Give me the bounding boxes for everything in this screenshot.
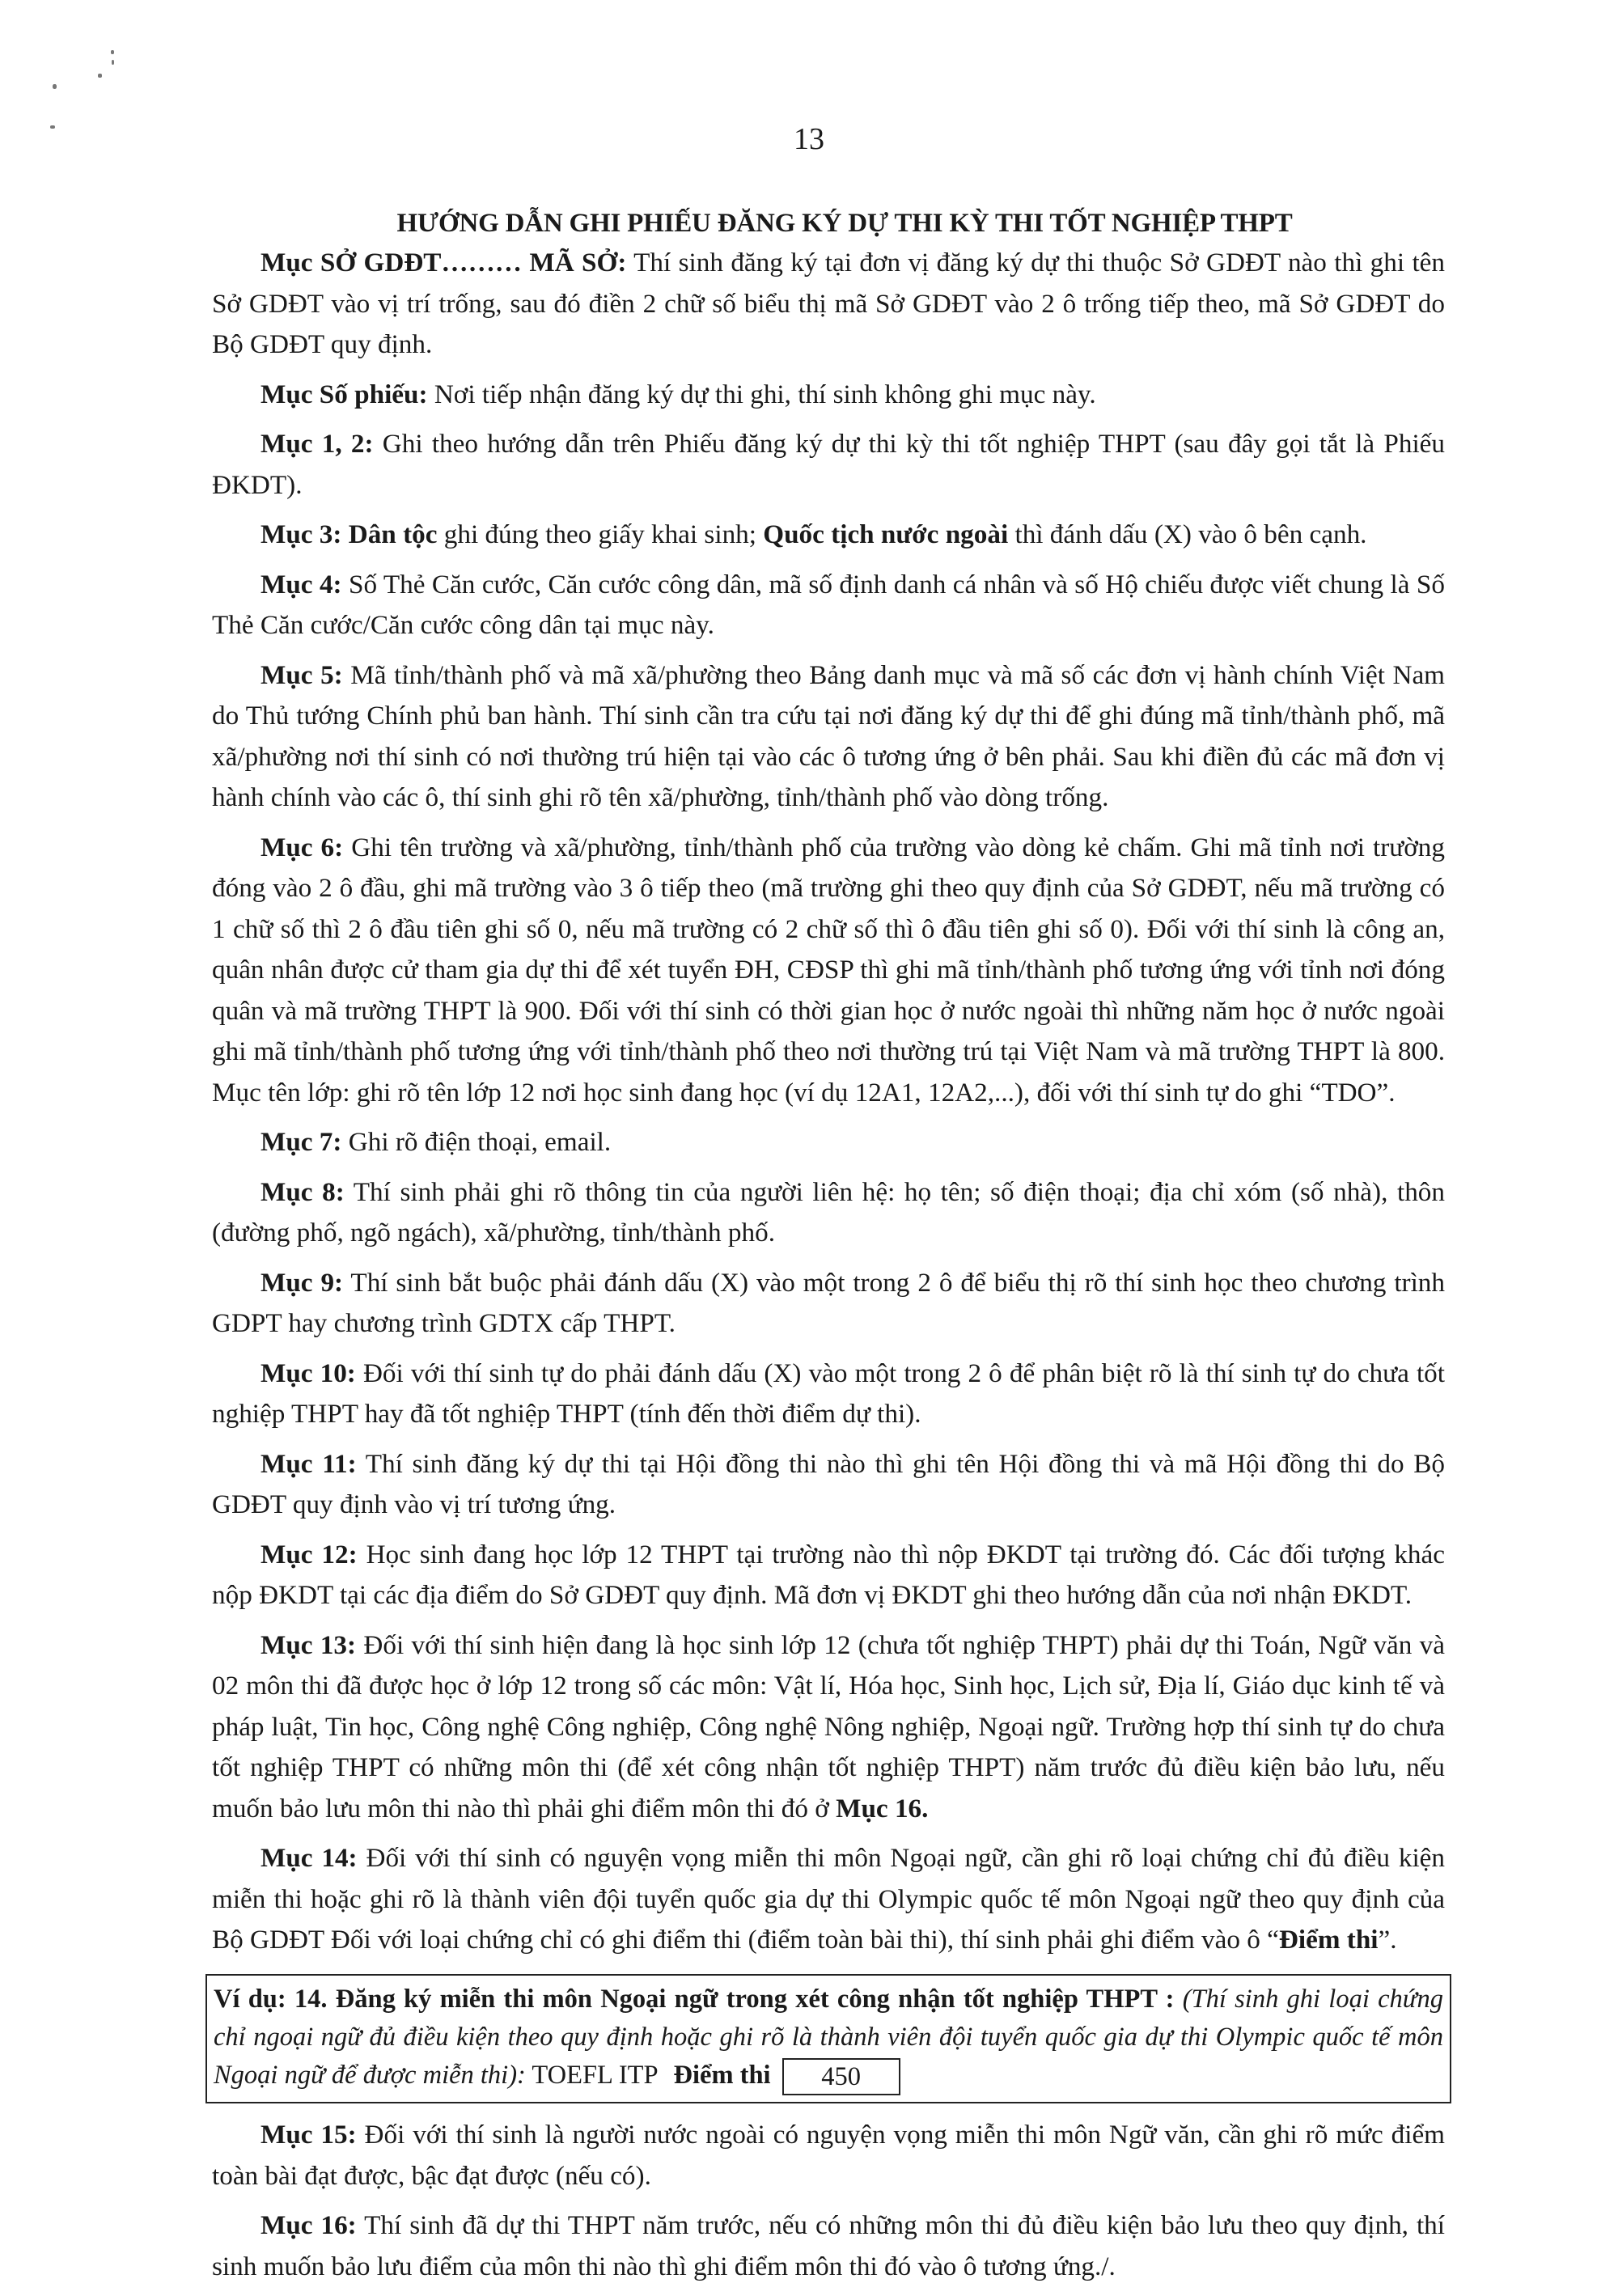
item-text: Đối với thí sinh tự do phải đánh dấu (X) vào một trong 2 ô để phân biệt rõ là thí sinh tự do chưa tốt nghiệp THPT hay đã tốt nghiệp THPT (tính đến thời điểm dự thi). xyxy=(212,1358,1445,1429)
item-text: ghi đúng theo giấy khai sinh; xyxy=(437,519,764,549)
instruction-item xyxy=(212,1122,1445,1163)
item-text-continued: thì đánh dấu (X) vào ô bên cạnh. xyxy=(1008,519,1367,549)
example-instruction: (Thí sinh ghi loại chứng chỉ ngoại ngữ đủ điều kiện theo quy định hoặc ghi rõ là thành viên đội tuyển quốc gia dự thi Olympic quốc tế môn Ngoại ngữ để được miễn thi): xyxy=(214,1984,1443,2090)
item-label: Mục 5: xyxy=(260,659,343,690)
item-label-emphasis: Điểm thi xyxy=(1278,1925,1379,1955)
instruction-item xyxy=(212,1625,1445,1830)
item-label-emphasis: Mục 16. xyxy=(836,1793,929,1824)
item-label: Mục 10: xyxy=(260,1358,356,1388)
instruction-item xyxy=(212,424,1445,506)
instruction-list-continued xyxy=(212,2115,1445,2287)
item-text: Nơi tiếp nhận đăng ký dự thi ghi, thí sinh không ghi mục này. xyxy=(427,379,1096,409)
example-heading: Ví dụ: 14. Đăng ký miễn thi môn Ngoại ngữ trong xét công nhận tốt nghiệp THPT : xyxy=(214,1984,1183,2014)
instruction-item xyxy=(212,1535,1445,1616)
instruction-item xyxy=(212,2115,1445,2196)
item-text: Đối với thí sinh hiện đang là học sinh lớp 12 (chưa tốt nghiệp THPT) phải dự thi Toán, Ngữ văn và 02 môn thi đã được học ở lớp 12 trong số các môn: Vật lí, Hóa học, Sinh học, Lịch sử, Địa lí, Giáo dục kinh tế và pháp luật, Tin học, Công nghệ Công nghiệp, Công nghệ Nông nghiệp, Ngoại ngữ. Trường hợp thí sinh tự do chưa tốt nghiệp THPT có những môn thi (để xét công nhận tốt nghiệp THPT) năm trước đủ điều kiện bảo lưu, nếu muốn bảo lưu môn thi nào thì phải ghi điểm môn thi đó ở xyxy=(212,1629,1445,1824)
item-text: Ghi tên trường và xã/phường, tỉnh/thành phố của trường vào dòng kẻ chấm. Ghi mã tỉnh nơi trường đóng vào 2 ô đầu, ghi mã trường vào 3 ô tiếp theo (mã trường ghi theo quy định của Sở GDĐT, nếu mã trường có 1 chữ số thì 2 ô đầu tiên ghi số 0, nếu mã trường có 2 chữ số thì ô đầu tiên ghi số 0). Đối với thí sinh là công an, quân nhân được cử tham gia dự thi để xét tuyển ĐH, CĐSP thì ghi mã tỉnh/thành phố tương ứng với tỉnh nơi đóng quân và mã trường THPT là 900. Đối với thí sinh có thời gian học ở nước ngoài thì những năm học ở nước ngoài ghi mã tỉnh/thành phố tương ứng với tỉnh/thành phố theo nơi thường trú tại Việt Nam và mã trường THPT là 800. Mục tên lớp: ghi rõ tên lớp 12 nơi học sinh đang học (ví dụ 12A1, 12A2,...), đối với thí sinh tự do ghi “TDO”. xyxy=(212,832,1445,1108)
item-text: Mã tỉnh/thành phố và mã xã/phường theo Bảng danh mục và mã số các đơn vị hành chính Việt Nam do Thủ tướng Chính phủ ban hành. Thí sinh cần tra cứu tại nơi đăng ký dự thi để ghi đúng mã tỉnh/thành phố, mã xã/phường nơi thí sinh có nơi thường trú hiện tại vào các ô tương ứng ở bên phải. Sau khi điền đủ các mã đơn vị hành chính vào các ô, thí sinh ghi rõ tên xã/phường, tỉnh/thành phố vào dòng trống. xyxy=(212,659,1445,812)
scan-speck xyxy=(53,84,57,89)
item-text: Thí sinh đăng ký tại đơn vị đăng ký dự thi thuộc Sở GDĐT nào thì ghi tên Sở GDĐT vào vị trí trống, sau đó điền 2 chữ số biểu thị mã Sở GDĐT vào 2 ô trống tiếp theo, mã Sở GDĐT do Bộ GDĐT quy định. xyxy=(212,248,1446,359)
item-text: Học sinh đang học lớp 12 THPT tại trường nào thì nộp ĐKDT tại trường đó. Các đối tượng khác nộp ĐKDT tại các địa điểm do Sở GDĐT quy định. Mã đơn vị ĐKDT ghi theo hướng dẫn của nơi nhận ĐKDT. xyxy=(212,1539,1445,1610)
instruction-item xyxy=(212,828,1445,1114)
item-label: Mục 12: xyxy=(260,1539,358,1569)
item-text-continued: ”. xyxy=(1378,1925,1397,1955)
example-box xyxy=(205,1974,1451,2104)
instruction-item xyxy=(212,243,1445,366)
item-label: Mục 1, 2: xyxy=(260,429,374,459)
item-label: Mục Số phiếu: xyxy=(260,379,428,409)
item-text: Đối với thí sinh có nguyện vọng miễn thi môn Ngoại ngữ, cần ghi rõ loại chứng chỉ đủ điều kiện miễn thi hoặc ghi rõ là thành viên đội tuyển quốc gia dự thi Olympic quốc tế môn Ngoại ngữ theo quy định của Bộ GDĐT Đối với loại chứng chỉ có ghi điểm thi (điểm toàn bài thi), thí sinh phải ghi điểm vào ô “ xyxy=(212,1843,1445,1955)
instruction-item xyxy=(212,375,1445,416)
instruction-list xyxy=(212,243,1445,1961)
score-box: 450 xyxy=(782,2058,900,2095)
item-label: Mục 16: xyxy=(260,2210,357,2241)
page-number: 13 xyxy=(794,122,824,156)
item-text: Ghi rõ điện thoại, email. xyxy=(341,1127,612,1157)
scan-speck xyxy=(112,60,114,65)
item-text: Thí sinh đăng ký dự thi tại Hội đồng thi nào thì ghi tên Hội đồng thi và mã Hội đồng thi do Bộ GDĐT quy định vào vị trí tương ứng. xyxy=(212,1448,1446,1519)
scan-speck xyxy=(111,50,114,54)
item-label: Mục 13: xyxy=(260,1629,357,1660)
instruction-item xyxy=(212,2205,1445,2287)
item-label: Mục 4: xyxy=(260,569,342,599)
item-label: Mục 15: xyxy=(260,2120,357,2150)
item-text: Thí sinh phải ghi rõ thông tin của người liên hệ: họ tên; số điện thoại; địa chỉ xóm (số nhà), thôn (đường phố, ngõ ngách), xã/phường, tỉnh/thành phố. xyxy=(212,1176,1445,1248)
instruction-item xyxy=(212,1353,1445,1435)
instruction-item xyxy=(212,655,1445,819)
item-label: Mục 11: xyxy=(260,1448,357,1479)
document-title: HƯỚNG DẪN GHI PHIẾU ĐĂNG KÝ DỰ THI KỲ THI TỐT NGHIỆP THPT xyxy=(396,209,1293,238)
item-label: Mục 8: xyxy=(260,1176,345,1207)
item-label: Mục 9: xyxy=(260,1267,344,1298)
item-label: Mục SỞ GDĐT……… MÃ SỞ: xyxy=(260,248,627,277)
item-text: Số Thẻ Căn cước, Căn cước công dân, mã số định danh cá nhân và số Hộ chiếu được viết chung là Số Thẻ Căn cước/Căn cước công dân tại mục này. xyxy=(212,569,1445,640)
scan-speck xyxy=(98,74,102,78)
item-text: Thí sinh bắt buộc phải đánh dấu (X) vào một trong 2 ô để biểu thị rõ thí sinh học theo chương trình GDPT hay chương trình GDTX cấp THPT. xyxy=(212,1267,1445,1338)
example-certificate: TOEFL ITP xyxy=(525,2060,658,2090)
instruction-item xyxy=(212,565,1445,646)
instruction-item xyxy=(212,1444,1445,1526)
item-label: Mục 7: xyxy=(260,1127,342,1157)
instruction-item xyxy=(212,1172,1445,1254)
instruction-item xyxy=(212,515,1445,556)
instruction-item xyxy=(212,1263,1445,1345)
item-text: Thí sinh đã dự thi THPT năm trước, nếu có những môn thi đủ điều kiện bảo lưu theo quy định, thí sinh muốn bảo lưu điểm của môn thi nào thì ghi điểm môn thi đó vào ô tương ứng./. xyxy=(212,2210,1445,2281)
document-body xyxy=(212,204,1445,2296)
item-label: Mục 3: Dân tộc xyxy=(260,519,438,549)
score-label: Điểm thi xyxy=(673,2060,771,2090)
item-text: Đối với thí sinh là người nước ngoài có nguyện vọng miễn thi môn Ngữ văn, cần ghi rõ mức điểm toàn bài đạt được, bậc đạt được (nếu có). xyxy=(212,2120,1445,2191)
item-label-emphasis: Quốc tịch nước ngoài xyxy=(763,519,1009,549)
item-label: Mục 6: xyxy=(260,832,344,862)
item-label: Mục 14: xyxy=(260,1843,358,1873)
instruction-item xyxy=(212,1838,1445,1961)
item-text: Ghi theo hướng dẫn trên Phiếu đăng ký dự thi kỳ thi tốt nghiệp THPT (sau đây gọi tắt là Phiếu ĐKDT). xyxy=(212,429,1445,500)
